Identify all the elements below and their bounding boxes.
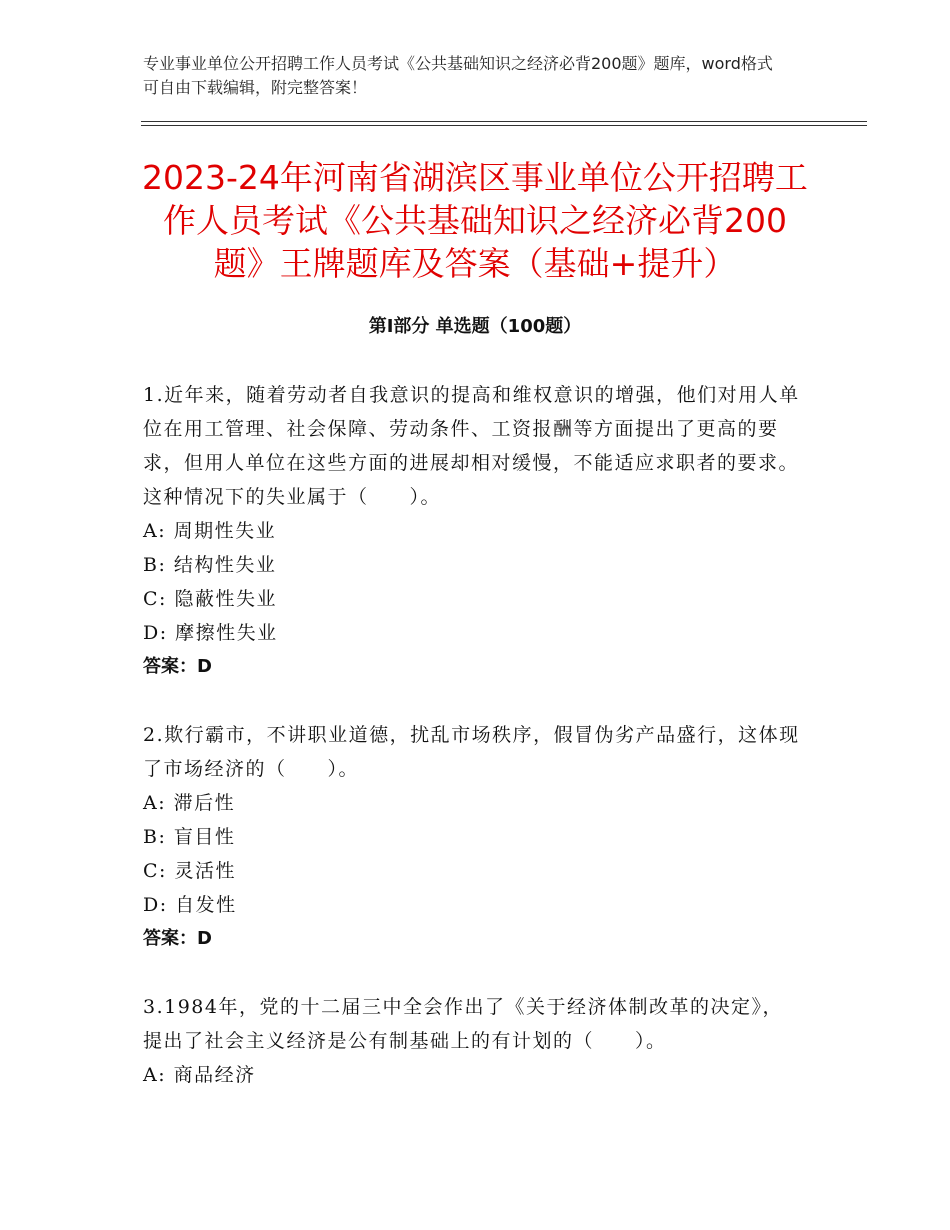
question-stem: 2.欺行霸市，不讲职业道德，扰乱市场秩序，假冒伪劣产品盛行，这体现了市场经济的（ ）。 — [143, 724, 800, 780]
question-stem: 1.近年来，随着劳动者自我意识的提高和维权意识的增强，他们对用人单位在用工管理、社会保障、劳动条件、工资报酬等方面提出了更高的要求，但用人单位在这些方面的进展却相对缓慢，不能适应求职者的要求。这种情况下的失业属于（ ）。 — [143, 384, 800, 508]
option-b: B: 结构性失业 — [143, 554, 277, 576]
option-a: A: 周期性失业 — [143, 520, 277, 542]
document-title: 2023-24年河南省湖滨区事业单位公开招聘工作人员考试《公共基础知识之经济必背200题》王牌题库及答案（基础+提升） — [142, 158, 808, 283]
question-1 — [143, 378, 803, 684]
header-note: 专业事业单位公开招聘工作人员考试《公共基础知识之经济必背200题》题库，word格式可自由下载编辑，附完整答案！ — [143, 54, 773, 97]
header-rule-bottom — [141, 125, 867, 126]
answer-line: 答案：D — [143, 928, 212, 949]
option-a: A: 商品经济 — [143, 1064, 256, 1086]
question-3 — [143, 990, 803, 1092]
option-c: C: 隐蔽性失业 — [143, 588, 277, 610]
question-stem: 3.1984年，党的十二届三中全会作出了《关于经济体制改革的决定》，提出了社会主义经济是公有制基础上的有计划的（ ）。 — [143, 996, 783, 1052]
section-heading: 第Ⅰ部分 单选题（100题） — [368, 316, 582, 337]
option-d: D: 摩擦性失业 — [143, 622, 278, 644]
option-c: C: 灵活性 — [143, 860, 236, 882]
answer-line: 答案：D — [143, 656, 212, 677]
option-d: D: 自发性 — [143, 894, 237, 916]
option-b: B: 盲目性 — [143, 826, 236, 848]
option-a: A: 滞后性 — [143, 792, 236, 814]
header-rule-top — [141, 121, 867, 122]
question-2 — [143, 718, 803, 956]
question-list — [143, 378, 803, 1126]
